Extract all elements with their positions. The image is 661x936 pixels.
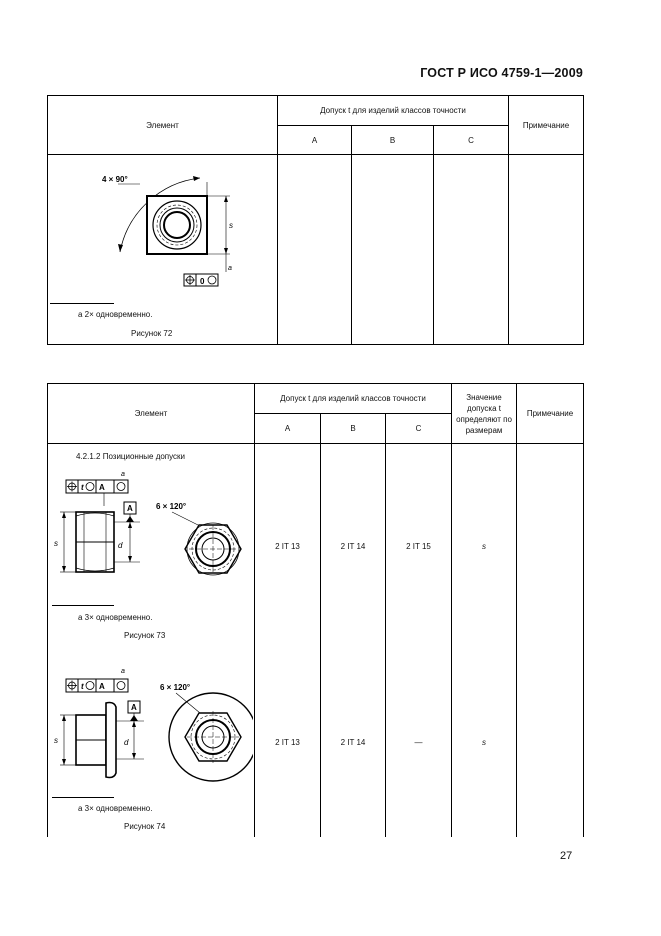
fig74-fcf-ref: A bbox=[99, 682, 105, 691]
table2-header-note: Примечание bbox=[526, 409, 574, 418]
fig73-dim-d: d bbox=[118, 541, 123, 550]
table1-header-class-a: A bbox=[311, 135, 318, 145]
table1-header-note: Примечание bbox=[522, 120, 570, 130]
fig74-footnote: a 3× одновременно. bbox=[78, 804, 153, 813]
page-number: 27 bbox=[560, 850, 573, 862]
fig73-datum: A bbox=[127, 504, 133, 513]
fig72-footnote: a 2× одновременно. bbox=[78, 310, 153, 319]
fig74-dim-s: s bbox=[54, 736, 58, 745]
fig72-fcf-value: 0 bbox=[200, 277, 205, 286]
section-title: 4.2.1.2 Позиционные допуски bbox=[76, 452, 186, 461]
row2-class-a: 2 IT 13 bbox=[275, 737, 300, 747]
fig73-fcf-t: t bbox=[81, 483, 84, 492]
fig73-dim-a: a bbox=[121, 471, 125, 478]
table2-header-class-a: A bbox=[284, 424, 291, 433]
row2-value: s bbox=[482, 737, 486, 747]
fig74-caption: Рисунок 74 bbox=[124, 822, 166, 831]
table2-header-class-c: C bbox=[415, 424, 422, 433]
table2-header-tolerance: Допуск t для изделий классов точности bbox=[280, 394, 426, 403]
row1-class-a: 2 IT 13 bbox=[275, 541, 300, 551]
fig72-callout: 4 × 90° bbox=[102, 175, 128, 184]
table2-header-value: Значение допуска t определяют по размерам bbox=[456, 392, 512, 435]
row1-value: s bbox=[482, 541, 486, 551]
table1-header-tolerance: Допуск t для изделий классов точности bbox=[320, 106, 466, 115]
table2-header-element: Элемент bbox=[134, 409, 168, 418]
figure-73-drawing bbox=[48, 466, 253, 591]
document-header: ГОСТ Р ИСО 4759-1—2009 bbox=[420, 66, 583, 80]
fig73-footnote: a 3× одновременно. bbox=[78, 613, 153, 622]
row1-class-b: 2 IT 14 bbox=[340, 541, 366, 551]
table2-header-class-b: B bbox=[350, 424, 356, 433]
fig73-fcf-ref: A bbox=[99, 483, 105, 492]
row1-class-c: 2 IT 15 bbox=[406, 541, 431, 551]
fig72-dim-s: s bbox=[229, 221, 233, 230]
fig74-dim-a: a bbox=[121, 668, 125, 675]
table1-header-element: Элемент bbox=[146, 120, 179, 130]
fig73-caption: Рисунок 73 bbox=[124, 631, 166, 640]
figure-72-drawing bbox=[90, 160, 250, 295]
table1-header-class-c: C bbox=[468, 135, 474, 145]
fig73-callout: 6 × 120° bbox=[156, 502, 187, 511]
fig74-fcf-t: t bbox=[81, 682, 84, 691]
table1-header-class-b: B bbox=[389, 135, 396, 145]
fig73-dim-s: s bbox=[54, 539, 58, 548]
row2-class-c: — bbox=[414, 737, 423, 747]
fig72-caption: Рисунок 72 bbox=[131, 329, 173, 338]
figure-74-drawing bbox=[48, 663, 253, 788]
fig74-datum: A bbox=[131, 703, 137, 712]
fig74-callout: 6 × 120° bbox=[160, 683, 191, 692]
row2-class-b: 2 IT 14 bbox=[340, 737, 366, 747]
fig72-dim-a: a bbox=[228, 265, 232, 272]
fig74-dim-d: d bbox=[124, 738, 129, 747]
